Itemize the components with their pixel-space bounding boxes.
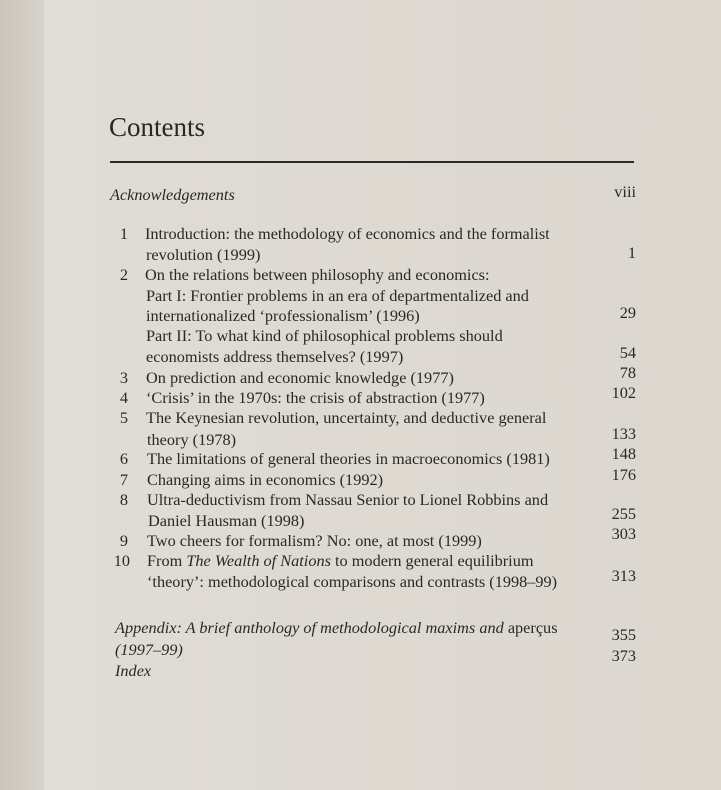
page-number: 255 xyxy=(611,504,636,523)
chapter-number: 2 xyxy=(119,265,128,284)
entry-line: ‘Crisis’ in the 1970s: the crisis of abstraction (1977) xyxy=(146,388,485,407)
text-segment: Appendix: A brief anthology of methodological maxims and xyxy=(115,618,508,637)
chapter-number: 3 xyxy=(119,368,128,387)
chapter-number: 1 xyxy=(119,224,128,243)
text-segment: aperçus xyxy=(507,618,558,637)
text-segment: From xyxy=(147,551,187,570)
page-gutter-shadow xyxy=(0,0,44,790)
entry-line: Part I: Frontier problems in an era of departmentalized and xyxy=(146,286,529,305)
page-number: 373 xyxy=(611,646,636,665)
entry-line: Ultra-deductivism from Nassau Senior to Lionel Robbins and xyxy=(147,490,549,509)
page-number: 355 xyxy=(611,625,636,644)
entry-line: theory (1978) xyxy=(147,430,237,449)
page-number: 78 xyxy=(619,363,636,382)
entry-line: Daniel Hausman (1998) xyxy=(148,511,305,530)
page-title: Contents xyxy=(109,112,206,142)
entry-line: Two cheers for formalism? No: one, at most (1999) xyxy=(147,531,482,550)
page-number: 54 xyxy=(619,343,636,362)
page-number: 1 xyxy=(627,243,636,262)
chapter-number: 6 xyxy=(119,449,128,468)
entry-line: On the relations between philosophy and economics: xyxy=(145,265,490,284)
chapter-number: 8 xyxy=(119,490,128,509)
entry-line: The limitations of general theories in macroeconomics (1981) xyxy=(147,449,550,468)
entry-line: (1997–99) xyxy=(115,640,183,659)
entry-line: revolution (1999) xyxy=(146,245,261,264)
entry-line: On prediction and economic knowledge (1977) xyxy=(146,368,454,387)
chapter-number: 4 xyxy=(119,388,128,407)
entry-line xyxy=(147,551,534,571)
entry-line: economists address themselves? (1997) xyxy=(146,347,404,366)
chapter-number: 9 xyxy=(119,531,128,550)
book-title-italic: The Wealth of Nations xyxy=(186,551,331,570)
page-number: 303 xyxy=(611,524,636,543)
entry-title: Acknowledgements xyxy=(110,185,235,204)
entry-line: The Keynesian revolution, uncertainty, and deductive general xyxy=(146,408,547,427)
entry-title: Index xyxy=(115,661,152,680)
page-number: 176 xyxy=(611,465,636,484)
page-number: 313 xyxy=(611,566,636,585)
page-number: viii xyxy=(614,182,636,201)
page-number: 148 xyxy=(611,444,636,463)
text-segment: to modern general equilibrium xyxy=(330,551,534,570)
page-number: 102 xyxy=(611,383,636,402)
entry-line: Introduction: the methodology of economics and the formalist xyxy=(145,224,550,243)
entry-line: Changing aims in economics (1992) xyxy=(147,470,384,489)
chapter-number: 7 xyxy=(119,470,128,489)
chapter-number: 10 xyxy=(113,551,130,570)
page-number: 29 xyxy=(619,303,636,322)
entry-line xyxy=(115,618,558,638)
entry-line: ‘theory’: methodological comparisons and contrasts (1998–99) xyxy=(147,572,558,591)
page-number: 133 xyxy=(611,424,636,443)
entry-line: Part II: To what kind of philosophical problems should xyxy=(146,326,503,345)
chapter-number: 5 xyxy=(119,408,128,427)
entry-line: internationalized ‘professionalism’ (1996) xyxy=(146,306,420,325)
title-rule xyxy=(110,161,634,163)
